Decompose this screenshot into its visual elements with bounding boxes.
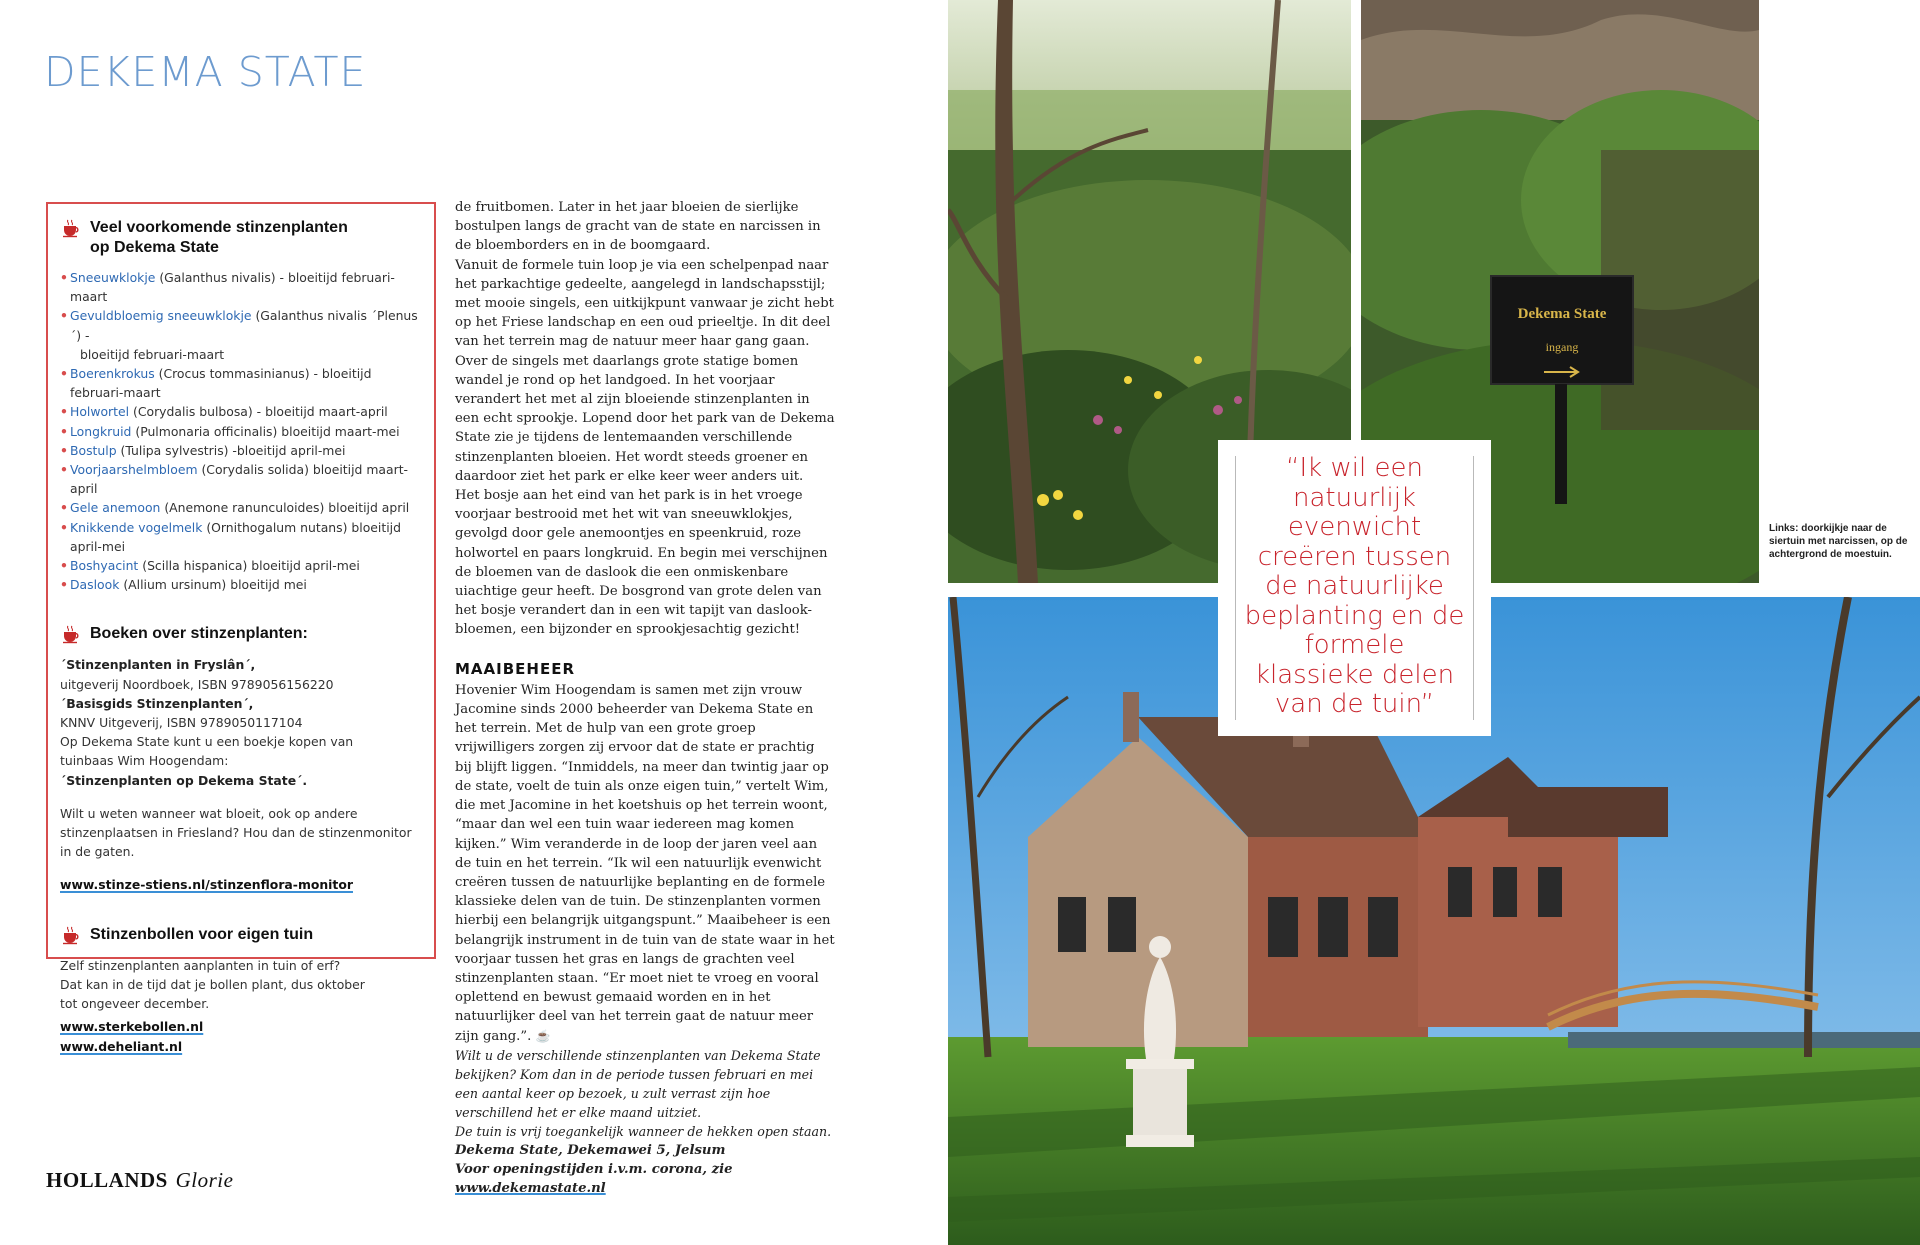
quote-divider (1473, 456, 1474, 720)
logo-light-text: Glorie (175, 1168, 234, 1192)
plant-list-item (60, 306, 422, 364)
plant-name: Boerenkrokus (70, 366, 155, 382)
sidebar-heading-line: Veel voorkomende stinzenplanten (90, 219, 348, 236)
sidebar-heading-bulbs (60, 925, 422, 946)
plant-list-item (60, 556, 422, 575)
teacup-icon (60, 926, 82, 946)
photo-caption: Links: doorkijkje naar de siertuin met narcissen, op de achtergrond de moestuin. (1769, 523, 1908, 560)
book-info: uitgeverij Noordboek, ISBN 9789056156220 (60, 676, 334, 692)
sidebar-heading-text: Boeken over stinzenplanten: (90, 625, 308, 643)
article-body (455, 198, 835, 1198)
plant-list-item (60, 402, 422, 421)
teacup-icon (60, 625, 82, 645)
plant-list-item (60, 441, 422, 460)
sign-name: Dekema State (1517, 306, 1607, 322)
plant-detail: (Galanthus nivalis ´Plenus´) - (70, 308, 418, 343)
deheliant-link[interactable]: www.deheliant.nl (60, 1038, 183, 1054)
visit-note: Wilt u de verschillende stinzenplanten van Dekema State bekijken? Kom dan in de periode tussen februari en mei een aantal keer op bezoek, u zult verrast zijn hoe verschillend het er elke maand uitziet. (455, 1047, 821, 1120)
info-sidebar (46, 202, 436, 1054)
plant-list-item (60, 460, 422, 498)
plant-detail: (Crocus tommasinianus) - bloeitijd februari-maart (70, 366, 372, 401)
sterkebollen-link[interactable]: www.sterkebollen.nl (60, 1019, 204, 1035)
monitor-link[interactable]: www.stinze-stiens.nl/stinzenflora-monitor (60, 877, 353, 893)
article-paragraph: Hovenier Wim Hoogendam is samen met zijn vrouw Jacomine sinds 2000 beheerder van Dekema State en het terrein. Met de hulp van een grote groep vrijwilligers zorgen zij ervoor dat de state er prachtig bij blijft liggen. “Inmiddels, na meer dan twintig jaar op de state, voelt de tuin als onze eigen tuin,” vertelt Wim, die met Jacomine in het koetshuis op het terrein woont, “maar dan wel een tuin waar iedereen mag komen kijken.” Wim veranderde in de loop der jaren veel aan de tuin en het terrein. “Ik wil een natuurlijk evenwicht creëren tussen de natuurlijke beplanting en de formele klassieke delen van de tuin. De stinzenplanten vormen hierbij een belangrijk uitgangspunt.” Maaibeheer is een belangrijk instrument in de tuin van de state waar in het voorjaar tussen het gras en langs de grachten veel stinzenplanten staan. “Er moet niet te vroeg en vooral oplettend en bewust gemaaid worden en in het natuurlijker deel van het terrein gaat de natuur meer zijn gang.”. (455, 682, 835, 1044)
bulbs-text: Zelf stinzenplanten aanplanten in tuin of erf? (60, 957, 341, 973)
article-subheading: MAAIBEHEER (455, 659, 576, 678)
teacup-icon (60, 219, 82, 239)
plant-list-item (60, 268, 422, 306)
monitor-text: Wilt u weten wanneer wat bloeit, ook op andere stinzenplaatsen in Friesland? Hou dan de stinzenmonitor in de gaten. (60, 805, 412, 860)
magazine-logo (46, 1168, 233, 1193)
plant-detail-cont: bloeitijd februari-maart (80, 346, 225, 362)
pull-quote-box (1218, 440, 1491, 736)
book-info: KNNV Uitgeverij, ISBN 9789050117104 (60, 715, 303, 731)
sidebar-heading-books (60, 624, 422, 645)
plant-list-item (60, 498, 422, 517)
book-note: Op Dekema State kunt u een boekje kopen van (60, 734, 354, 750)
logo-bold-text: HOLLANDS (46, 1168, 168, 1192)
quote-divider (1235, 456, 1236, 720)
sidebar-heading-text: Stinzenbollen voor eigen tuin (90, 925, 314, 943)
plant-name: Gele anemoon (70, 500, 161, 516)
plant-name: Sneeuwklokje (70, 270, 156, 285)
plant-name: Boshyacint (70, 558, 139, 574)
sign-label: ingang (1545, 340, 1579, 354)
plant-detail: (Corydalis bulbosa) - bloeitijd maart-april (129, 404, 388, 420)
plant-name: Knikkende vogelmelk (70, 519, 203, 535)
article-paragraph: Vanuit de formele tuin loop je via een schelpenpad naar het parkachtige gedeelte, aangelegd in landschapsstijl; met mooie singels, een uitkijkpunt vanwaar je zicht hebt op het Friese landschap en een oud prieeltje. In dit deel van het terrein mag de natuur meer haar gang gaan. Over de singels met daarlangs grote statige bomen wandel je rond op het landgoed. In het voorjaar verandert het met al zijn bloeiende stinzenplanten in een echt sprookje. Lopend door het park van de Dekema State zie je tijdens de lentemaanden verschillende stinzenplanten bloeien. Het wordt steeds groener en daardoor ziet het park er elke keer weer anders uit. (455, 257, 835, 484)
plant-name: Gevuldbloemig sneeuwklokje (70, 308, 252, 324)
plant-list-item (60, 575, 422, 594)
plant-detail: (Tulipa sylvestris) -bloeitijd april-mei (116, 442, 346, 458)
pull-quote: “Ik wil een natuurlijk evenwicht creëren tussen de natuurlijke beplanting en de formele klassieke delen van de tuin” (1244, 453, 1465, 719)
plant-detail: (Allium ursinum) bloeitijd mei (119, 577, 307, 593)
plant-detail: (Pulmonaria officinalis) bloeitijd maart-mei (131, 423, 400, 439)
plant-detail: (Anemone ranunculoides) bloeitijd april (160, 500, 410, 516)
plant-name: Longkruid (70, 423, 132, 439)
plant-name: Daslook (70, 577, 120, 593)
book-note: tuinbaas Wim Hoogendam: (60, 753, 229, 769)
access-note: De tuin is vrij toegankelijk wanneer de hekken open staan. (455, 1123, 832, 1139)
website-link[interactable]: www.dekemastate.nl (455, 1181, 606, 1197)
article-paragraph: Het bosje aan het eind van het park is in het vroege voorjaar bestrooid met het wit van sneeuwklokjes, gevolgd door gele anemoontjes en speenkruid, roze holwortel en paars longkruid. En begin mei verschijnen de bloemen van de daslook die een onmiskenbare uiachtige geur heeft. De bosgrond van grote delen van het bosje verandert dan in een wit tapijt van daslook-bloemen, een bijzonder en sprookjesachtig gezicht! (455, 488, 828, 638)
book-title: ´Stinzenplanten in Fryslân´, (60, 657, 256, 673)
plant-name: Bostulp (70, 442, 117, 458)
plant-list-item (60, 422, 422, 441)
address: Dekema State, Dekemawei 5, Jelsum (455, 1142, 726, 1158)
book-title: ´Basisgids Stinzenplanten´, (60, 695, 254, 711)
plant-list (60, 268, 422, 594)
bulbs-text: tot ongeveer december. (60, 996, 210, 1012)
sidebar-heading-plants (60, 218, 422, 258)
plant-list-item (60, 518, 422, 556)
book-title: ´Stinzenplanten op Dekema State´. (60, 772, 308, 788)
bulbs-text: Dat kan in de tijd dat je bollen plant, dus oktober (60, 976, 365, 992)
plant-name: Holwortel (70, 404, 130, 420)
sidebar-heading-line: op Dekema State (90, 239, 219, 256)
plant-detail: (Ornithogalum nutans) bloeitijd april-mei (70, 519, 401, 554)
plant-detail: (Corydalis solida) bloeitijd maart-april (70, 462, 409, 497)
plant-list-item (60, 364, 422, 402)
page-title: DEKEMA STATE (44, 48, 367, 96)
plant-name: Voorjaarshelmbloem (70, 462, 198, 478)
plant-detail: (Galanthus nivalis) - bloeitijd februari-maart (70, 270, 395, 305)
plant-detail: (Scilla hispanica) bloeitijd april-mei (138, 558, 360, 574)
teacup-end-icon: ☕ (535, 1028, 551, 1043)
opening-hours-text: Voor openingstijden i.v.m. corona, zie (455, 1161, 733, 1177)
article-paragraph: de fruitbomen. Later in het jaar bloeien de sierlijke bostulpen langs de gracht van de state en narcissen in de bloemborders en in de boomgaard. (455, 200, 821, 254)
